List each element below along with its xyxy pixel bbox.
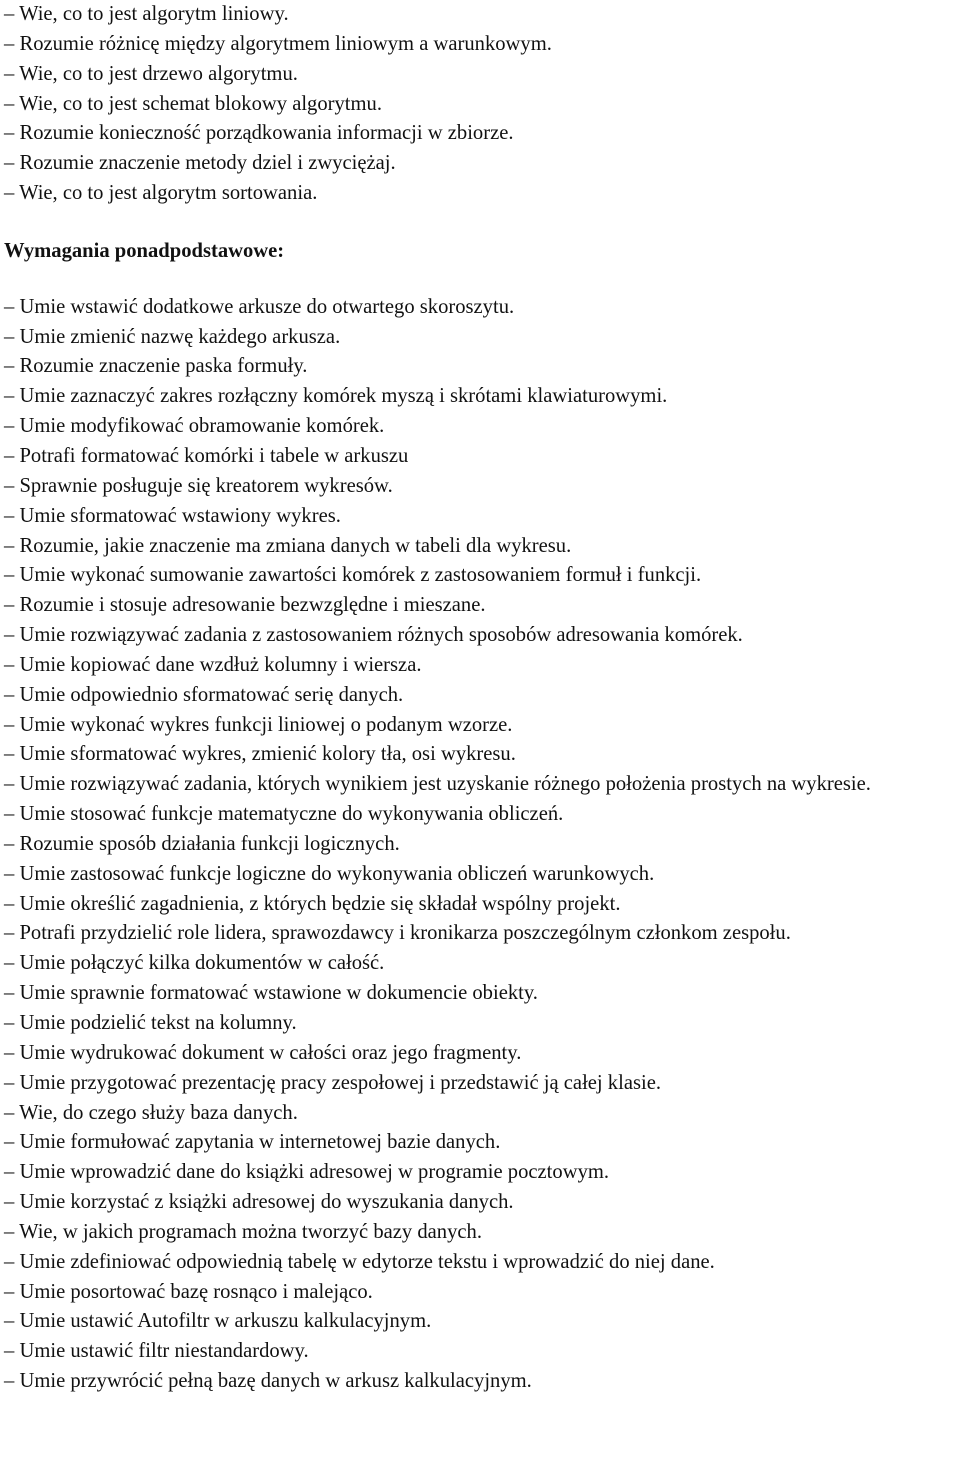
list-item <box>4 30 956 60</box>
list-item <box>4 119 956 149</box>
dash-marker: – <box>4 295 20 318</box>
list-item <box>4 1158 956 1188</box>
list-item-text: Umie wprowadzić dane do książki adresowej w programie pocztowym. <box>19 1161 610 1184</box>
list-item <box>4 412 956 442</box>
list-item <box>4 621 956 651</box>
list-item <box>4 60 956 90</box>
list-item <box>4 860 956 890</box>
list-item-text: Rozumie i stosuje adresowanie bezwzględne i mieszane. <box>19 594 486 617</box>
dash-marker: – <box>4 152 20 175</box>
dash-marker: – <box>4 922 20 945</box>
dash-marker: – <box>4 803 20 826</box>
list-item <box>4 1099 956 1129</box>
list-item-text: Rozumie, jakie znaczenie ma zmiana danych w tabeli dla wykresu. <box>19 534 572 557</box>
list-item-text: Wie, co to jest algorytm sortowania. <box>19 182 318 205</box>
dash-marker: – <box>4 1370 20 1393</box>
list-item <box>4 532 956 562</box>
dash-marker: – <box>4 952 20 975</box>
list-item-text: Umie podzielić tekst na kolumny. <box>19 1012 297 1034</box>
basic-requirements-list <box>4 0 956 209</box>
list-item-text: Umie określić zagadnienia, z których będzie się składał wspólny projekt. <box>19 892 621 915</box>
dash-marker: – <box>4 1071 20 1094</box>
list-item <box>4 179 956 209</box>
dash-marker: – <box>4 1280 20 1303</box>
list-item-text: Umie wstawić dodatkowe arkusze do otwartego skoroszytu. <box>19 295 515 318</box>
list-item <box>4 502 956 532</box>
list-item-text: Umie sprawnie formatować wstawione w dokumencie obiekty. <box>19 982 538 1005</box>
list-item-text: Umie zmienić nazwę każdego arkusza. <box>19 325 341 348</box>
dash-marker: – <box>4 1131 20 1154</box>
list-item <box>4 800 956 830</box>
list-item-text: Wie, w jakich programach można tworzyć bazy danych. <box>19 1220 482 1243</box>
list-item <box>4 472 956 502</box>
advanced-requirements-list <box>4 293 956 1397</box>
list-item <box>4 890 956 920</box>
list-item-text: Umie modyfikować obramowanie komórek. <box>19 415 385 438</box>
list-item-text: Rozumie znaczenie metody dziel i zwyciężaj. <box>19 152 396 175</box>
dash-marker: – <box>4 1161 20 1184</box>
list-item-text: Umie wykonać wykres funkcji liniowej o podanym wzorze. <box>19 713 513 736</box>
list-item <box>4 1337 956 1367</box>
dash-marker: – <box>4 415 20 438</box>
dash-marker: – <box>4 1310 20 1333</box>
dash-marker: – <box>4 3 20 25</box>
list-item <box>4 1367 956 1397</box>
dash-marker: – <box>4 32 20 55</box>
list-item-text: Umie wykonać sumowanie zawartości komórek z zastosowaniem formuł i funkcji. <box>19 564 702 587</box>
dash-marker: – <box>4 504 20 527</box>
list-item <box>4 382 956 412</box>
list-item-text: Umie zaznaczyć zakres rozłączny komórek myszą i skrótami klawiaturowymi. <box>19 385 668 408</box>
list-item-text: Umie sformatować wstawiony wykres. <box>19 504 341 527</box>
list-item-text: Potrafi formatować komórki i tabele w arkuszu <box>19 444 409 467</box>
list-item-text: Umie zastosować funkcje logiczne do wykonywania obliczeń warunkowych. <box>19 862 655 885</box>
list-item <box>4 1218 956 1248</box>
dash-marker: – <box>4 444 20 467</box>
dash-marker: – <box>4 474 20 497</box>
list-item <box>4 979 956 1009</box>
dash-marker: – <box>4 982 20 1005</box>
dash-marker: – <box>4 743 20 766</box>
list-item-text: Rozumie konieczność porządkowania informacji w zbiorze. <box>19 122 514 145</box>
dash-marker: – <box>4 182 20 205</box>
dash-marker: – <box>4 624 20 647</box>
list-item-text: Umie ustawić Autofiltr w arkuszu kalkulacyjnym. <box>19 1310 432 1333</box>
list-item-text: Umie przywrócić pełną bazę danych w arkusz kalkulacyjnym. <box>19 1370 532 1393</box>
dash-marker: – <box>4 1340 20 1363</box>
dash-marker: – <box>4 832 20 855</box>
dash-marker: – <box>4 1220 20 1243</box>
list-item <box>4 1069 956 1099</box>
list-item-text: Umie posortować bazę rosnąco i malejąco. <box>19 1280 373 1303</box>
list-item <box>4 1278 956 1308</box>
list-item-text: Umie kopiować dane wzdłuż kolumny i wiersza. <box>19 653 422 676</box>
dash-marker: – <box>4 385 20 408</box>
list-item <box>4 1039 956 1069</box>
list-item <box>4 711 956 741</box>
dash-marker: – <box>4 325 20 348</box>
list-item-text: Potrafi przydzielić role lidera, sprawozdawcy i kronikarza poszczególnym członkom zespołu. <box>19 922 791 945</box>
list-item-text: Rozumie różnicę między algorytmem liniowym a warunkowym. <box>19 32 552 55</box>
list-item <box>4 442 956 472</box>
dash-marker: – <box>4 892 20 915</box>
list-item <box>4 561 956 591</box>
list-item-text: Umie rozwiązywać zadania z zastosowaniem różnych sposobów adresowania komórek. <box>19 624 743 647</box>
list-item <box>4 90 956 120</box>
dash-marker: – <box>4 594 20 617</box>
dash-marker: – <box>4 564 20 587</box>
list-item <box>4 149 956 179</box>
list-item <box>4 770 956 800</box>
dash-marker: – <box>4 862 20 885</box>
list-item-text: Wie, do czego służy baza danych. <box>19 1101 298 1124</box>
dash-marker: – <box>4 653 20 676</box>
list-item-text: Umie stosować funkcje matematyczne do wykonywania obliczeń. <box>19 803 564 826</box>
list-item-text: Umie sformatować wykres, zmienić kolory tła, osi wykresu. <box>19 743 516 766</box>
list-item-text: Rozumie znaczenie paska formuły. <box>19 355 308 378</box>
list-item <box>4 1248 956 1278</box>
list-item <box>4 740 956 770</box>
dash-marker: – <box>4 534 20 557</box>
dash-marker: – <box>4 683 20 706</box>
list-item <box>4 1128 956 1158</box>
list-item <box>4 1009 956 1039</box>
list-item-text: Sprawnie posługuje się kreatorem wykresów. <box>19 474 393 497</box>
section-heading: Wymagania ponadpodstawowe: <box>4 239 285 262</box>
dash-marker: – <box>4 1191 20 1214</box>
list-item-text: Umie odpowiednio sformatować serię danych. <box>19 683 404 706</box>
list-item-text: Rozumie sposób działania funkcji logicznych. <box>19 832 400 855</box>
list-item-text: Wie, co to jest schemat blokowy algorytmu. <box>19 92 382 115</box>
list-item-text: Umie korzystać z książki adresowej do wyszukania danych. <box>19 1191 514 1214</box>
document-page <box>4 0 956 1397</box>
dash-marker: – <box>4 713 20 736</box>
dash-marker: – <box>4 1012 20 1034</box>
list-item <box>4 919 956 949</box>
dash-marker: – <box>4 1101 20 1124</box>
dash-marker: – <box>4 92 20 115</box>
list-item-text: Umie połączyć kilka dokumentów w całość. <box>19 952 385 975</box>
list-item <box>4 323 956 353</box>
list-item-text: Umie zdefiniować odpowiednią tabelę w edytorze tekstu i wprowadzić do niej dane. <box>19 1250 715 1273</box>
list-item-text: Umie formułować zapytania w internetowej bazie danych. <box>19 1131 501 1154</box>
dash-marker: – <box>4 1250 20 1273</box>
list-item <box>4 352 956 382</box>
list-item-text: Wie, co to jest drzewo algorytmu. <box>19 62 298 85</box>
dash-marker: – <box>4 122 20 145</box>
list-item <box>4 1188 956 1218</box>
list-item <box>4 949 956 979</box>
dash-marker: – <box>4 1041 20 1064</box>
list-item <box>4 591 956 621</box>
list-item-text: Umie ustawić filtr niestandardowy. <box>19 1340 309 1363</box>
list-item <box>4 1307 956 1337</box>
dash-marker: – <box>4 62 20 85</box>
dash-marker: – <box>4 355 20 378</box>
list-item <box>4 681 956 711</box>
list-item-text: Umie wydrukować dokument w całości oraz jego fragmenty. <box>19 1041 522 1064</box>
list-item <box>4 651 956 681</box>
list-item <box>4 293 956 323</box>
list-item-text: Umie przygotować prezentację pracy zespołowej i przedstawić ją całej klasie. <box>19 1071 661 1094</box>
list-item <box>4 830 956 860</box>
list-item-text: Umie rozwiązywać zadania, których wynikiem jest uzyskanie różnego położenia prostych na wykresie. <box>19 773 871 796</box>
list-item <box>4 0 956 30</box>
list-item-text: Wie, co to jest algorytm liniowy. <box>19 3 289 25</box>
dash-marker: – <box>4 773 20 796</box>
